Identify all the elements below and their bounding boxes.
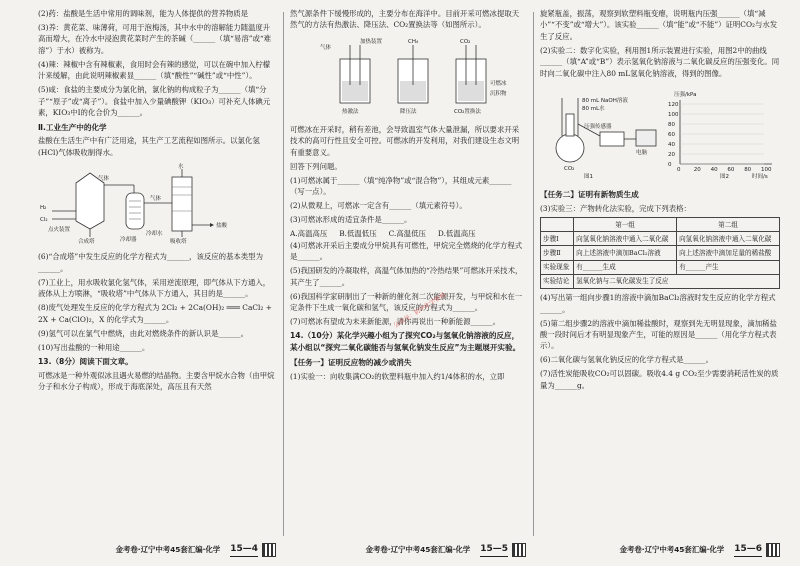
beaker-co2 bbox=[456, 45, 486, 103]
question-13-text: 可燃冰是一种外观似冰且遇火易燃的结晶物。主要含甲烷水合物（由甲烷分子和水分子构成），形成于海底深处，高压且有天然 bbox=[38, 370, 275, 392]
table-row bbox=[541, 274, 780, 288]
label-gas: 气体 bbox=[320, 45, 332, 52]
watermark-text: 公众号：初中化学资料 bbox=[392, 291, 448, 330]
y-tick-label: 0 bbox=[668, 161, 672, 168]
label-ch4: CH₄ bbox=[408, 39, 419, 46]
question-c2-6: (6)我国科学家研制出了一种新的催化剂二次能源开发，与甲烷和水在一定条件下生成一氧化碳和氢气，该反应的方程式为______。 bbox=[290, 291, 523, 312]
option-d: D.低温高压 bbox=[437, 229, 476, 239]
label-co2-flask: CO₂ bbox=[564, 165, 575, 172]
label-hcl: 盐酸 bbox=[216, 222, 228, 229]
question-c2-2: (2)从微观上，可燃冰一定含有______（填元素符号）。 bbox=[290, 201, 467, 211]
label-water: 水 bbox=[178, 163, 184, 170]
label-computer: 电脑 bbox=[636, 149, 648, 156]
footer-right bbox=[540, 540, 780, 560]
question-c3-6: (6)二氧化碳与氢氧化钠反应的化学方程式是______。 bbox=[540, 355, 714, 365]
table-header-row bbox=[541, 218, 780, 232]
x-tick-label: 20 bbox=[693, 166, 701, 173]
question-5: (5)咸：食盐的主要成分为氯化钠，氯化钠的构成粒子为______（填“分子”“原子”或“离子”）。食盐中加入少量碘酸钾（KIO₃）可补充人体碘元素，KIO₃中I的化合价为______。 bbox=[38, 85, 271, 118]
x-tick-label: 80 bbox=[744, 166, 752, 173]
y-tick-label: 40 bbox=[668, 141, 675, 148]
footer-title: 金考卷·辽宁中考45套汇编·化学 bbox=[115, 545, 221, 555]
question-13-heading: 13.（8分）阅读下面文章。 bbox=[38, 357, 133, 367]
label-co2-method: CO₂置换法 bbox=[454, 109, 481, 116]
footer-page-number: 15—5 bbox=[480, 543, 508, 558]
y-tick-label: 120 bbox=[668, 101, 679, 108]
label-sediment: 沉积物 bbox=[490, 91, 507, 98]
label-gas: 气体 bbox=[98, 175, 110, 182]
footer-page-number: 15—6 bbox=[734, 543, 762, 558]
label-naoh: 80 mL NaOH溶液 bbox=[582, 97, 628, 104]
label-cl2: Cl₂ bbox=[40, 216, 48, 223]
label-hot-method: 热激法 bbox=[342, 109, 359, 116]
figure-1-caption: 图1 bbox=[584, 173, 593, 180]
industrial-flow-diagram bbox=[38, 163, 276, 245]
table-cell: 向氢氧化钠溶液中通入二氧化碳 bbox=[677, 232, 780, 246]
passage-top: 然气源条件下缓慢形成的，主要分布在海洋中。目前开采可燃冰提取天然气的方法有热激法、降压法、CO₂置换法等（如图所示）。 bbox=[290, 9, 520, 30]
label-water-80: 80 mL水 bbox=[582, 105, 605, 112]
table-cell: 向上述溶液中滴加BaCl₂溶液 bbox=[574, 246, 677, 260]
table-header-group1: 第一组 bbox=[574, 218, 677, 232]
question-c3-5: (5)第二组步骤2的溶液中滴加稀盐酸时，观察到先无明显现象，滴加稀盐酸一段时间后才有明显现象产生，可能的原因是______（用化学方程式表示）。 bbox=[540, 318, 777, 351]
table-cell: 有______生成 bbox=[574, 260, 677, 274]
label-synthesis-tower: 合成塔 bbox=[78, 238, 95, 245]
question-7: (7)工业上，用水吸收氯化氢气体，采用逆流原理，即气体从下方通入，液体从上方喷淋，“吸收塔”中气体从下方通入，其目的是______。 bbox=[38, 277, 271, 299]
footer-title: 金考卷·辽宁中考45套汇编·化学 bbox=[619, 545, 725, 555]
table-row bbox=[541, 246, 780, 260]
column-3 bbox=[540, 8, 780, 536]
table-cell: 向氢氧化钠溶液中通入二氧化碳 bbox=[574, 232, 677, 246]
table-cell: 向上述溶液中滴加足量的稀盐酸 bbox=[677, 246, 780, 260]
question-2: (2)药：盐酸是生活中常用的调味剂，能为人体提供的营养物质是 bbox=[38, 9, 249, 18]
qr-code-icon bbox=[512, 543, 526, 557]
table-cell-label: 实验现象 bbox=[541, 260, 574, 274]
question-9: (9)氢气可以在氯气中燃烧，由此对燃烧条件的新认识是______。 bbox=[38, 328, 249, 338]
column-2 bbox=[290, 8, 526, 536]
qr-code-icon bbox=[766, 543, 780, 557]
table-cell-label: 步骤Ⅰ bbox=[541, 232, 574, 246]
y-tick-label: 80 bbox=[668, 121, 675, 128]
label-igniter: 点火装置 bbox=[48, 226, 71, 233]
task-1-heading: 【任务一】证明反应物的减少或消失 bbox=[290, 357, 412, 367]
table-cell: 氢氧化钠与二氧化碳发生了反应 bbox=[574, 274, 780, 288]
pressure-chart bbox=[668, 90, 772, 180]
pressure-figures bbox=[540, 84, 780, 180]
footer-middle bbox=[290, 540, 526, 560]
question-c3-4: (4)写出第一组向步骤1的溶液中滴加BaCl₂溶液时发生反应的化学方程式______。 bbox=[540, 293, 776, 314]
column-divider-2 bbox=[533, 12, 534, 536]
label-cooler: 冷却器 bbox=[120, 236, 137, 243]
y-tick-label: 100 bbox=[668, 111, 679, 118]
table-cell-label: 实验结论 bbox=[541, 274, 574, 288]
table-row bbox=[541, 232, 780, 246]
label-absorption-tower: 吸收塔 bbox=[170, 238, 187, 245]
y-axis-title: 压强/kPa bbox=[674, 91, 697, 98]
x-tick-label: 40 bbox=[710, 166, 718, 173]
label-hydrate: 可燃冰 bbox=[490, 81, 507, 88]
footer-page-number: 15—4 bbox=[230, 543, 258, 558]
task-2-heading: 【任务二】证明有新物质生成 bbox=[540, 190, 639, 200]
question-4: (4)辣：辣椒中含有辣椒素，食用时会有辣的感觉，可以在碗中加入柠檬汁来缓解，由此说明辣椒素显______（填“酸性”“碱性”或“中性”）。 bbox=[38, 59, 271, 81]
table-row bbox=[541, 260, 780, 274]
footer-left bbox=[38, 540, 276, 560]
option-b: B.低温低压 bbox=[339, 229, 377, 239]
section-heading: Ⅱ.工业生产中的化学 bbox=[38, 122, 107, 132]
x-tick-label: 60 bbox=[727, 166, 735, 173]
y-tick-label: 60 bbox=[668, 131, 675, 138]
experiment-continue: 旋紧瓶盖，振荡，观察到软塑料瓶变瘪，说明瓶内压强______（填“减小”“不变”或“增大”）。该实验______（填“能”或“不能”）证明CO₂与水发生了反应。 bbox=[540, 9, 778, 41]
qr-code-icon bbox=[262, 543, 276, 557]
answer-prompt: 回答下列问题。 bbox=[290, 161, 342, 171]
question-3: (3)养：黄花菜、味薄荷，可用于泡梅汤，其中水中的溶解能力随温度升高而增大，在冷水中浸泡黄花菜时产生的茶碱（______（填“易溶”或“难溶”）于水）被称为。 bbox=[38, 22, 272, 55]
beaker-hot bbox=[340, 45, 370, 103]
label-h2: H₂ bbox=[40, 204, 47, 211]
passage-middle: 可燃冰在开采时，稍有差池，会导致温室气体大量泄漏，所以要求开采技术的高可行性且安全可控。可燃冰的开发利用，对我们建设生态文明有重要意义。 bbox=[290, 124, 520, 157]
question-c3-2: (2)实验二：数字化实验，利用图1所示装置进行实验，用图2中的曲线______（填“A”或“B”）表示氢氧化钠溶液与二氧化碳反应的压强变化。同时向二氧化碳中注入80 mL氢氧化钠溶液，得到的图像。 bbox=[540, 45, 780, 78]
label-press-method: 降压法 bbox=[400, 109, 417, 116]
question-8: (8)废气处理发生反应的化学方程式为 2Cl₂ + 2Ca(OH)₂ ═══ CaCl₂ + 2X + Ca(ClO)₂，X 的化学式为______。 bbox=[38, 303, 272, 324]
question-10: (10)写出盐酸的一种用途______。 bbox=[38, 342, 150, 352]
label-co2: CO₂ bbox=[460, 39, 471, 46]
table-cell-label: 步骤Ⅱ bbox=[541, 246, 574, 260]
table-header-group2: 第二组 bbox=[677, 218, 780, 232]
option-c: C.高温低压 bbox=[388, 229, 426, 239]
figure-2-caption: 图2 bbox=[720, 173, 729, 180]
label-gas2: 气体 bbox=[150, 195, 162, 202]
task-1-experiment: (1)实验一：向收集满CO₂的软塑料瓶中加入约1/4体积的水，立即 bbox=[290, 371, 505, 381]
label-heater: 加热装置 bbox=[360, 39, 383, 46]
x-tick-label: 0 bbox=[677, 166, 681, 173]
section-intro: 盐酸在生活生产中有广泛用途，其生产工艺流程如图所示。以氯化氢(HCl)气体吸收制得水。 bbox=[38, 136, 260, 157]
y-tick-label: 20 bbox=[668, 151, 675, 158]
question-c2-1: (1)可燃冰属于______（填“纯净物”或“混合物”），其组成元素______（写一点）。 bbox=[290, 175, 512, 197]
label-sensor: 压强传感器 bbox=[584, 123, 612, 130]
table-cell: 有______产生 bbox=[677, 260, 780, 274]
question-c2-5: (5)我国研发的冷凝取样，高温气体加热的“冷热结果”可燃冰开采技术，其产生了______。 bbox=[290, 266, 523, 287]
option-a: A.高温高压 bbox=[290, 229, 328, 239]
question-c3-7: (7)活性炭能吸收CO₂可以固碳。吸收4.4 g CO₂至少需要消耗活性炭的质量为______g。 bbox=[540, 369, 779, 390]
experiment-table bbox=[540, 217, 780, 289]
x-tick-label: 100 bbox=[761, 166, 772, 173]
question-c3-3: (3)实验三：产物转化法实验，完成下列表格： bbox=[540, 204, 691, 214]
option-list bbox=[290, 228, 526, 239]
question-6: (6)“合成塔”中发生反应的化学方程式为______，该反应的基本类型为______。 bbox=[38, 252, 263, 273]
column-divider bbox=[283, 12, 284, 536]
question-c2-4: (4)可燃冰开采后主要成分甲烷具有可燃性，甲烷完全燃烧的化学方程式是______。 bbox=[290, 240, 523, 262]
beaker-press bbox=[398, 45, 428, 103]
footer-title: 金考卷·辽宁中考45套汇编·化学 bbox=[365, 545, 471, 555]
x-axis-title: 时间/s bbox=[752, 173, 768, 180]
question-c2-7: (7)可燃冰有望成为未来新能源，请你再说出一种新能源______。 bbox=[290, 316, 501, 326]
question-14-heading: 14.（10分）某化学兴趣小组为了探究CO₂与氢氧化钠溶液的反应，某小组以“探究二氧化碳能否与氢氧化钠发生反应”为主题展开实验。 bbox=[290, 331, 521, 353]
question-c2-3: (3)可燃冰形成的适宜条件是______。 bbox=[290, 215, 412, 225]
extraction-methods-diagram bbox=[290, 35, 526, 117]
column-1 bbox=[38, 8, 276, 536]
label-cool-water: 冷却水 bbox=[146, 230, 163, 237]
